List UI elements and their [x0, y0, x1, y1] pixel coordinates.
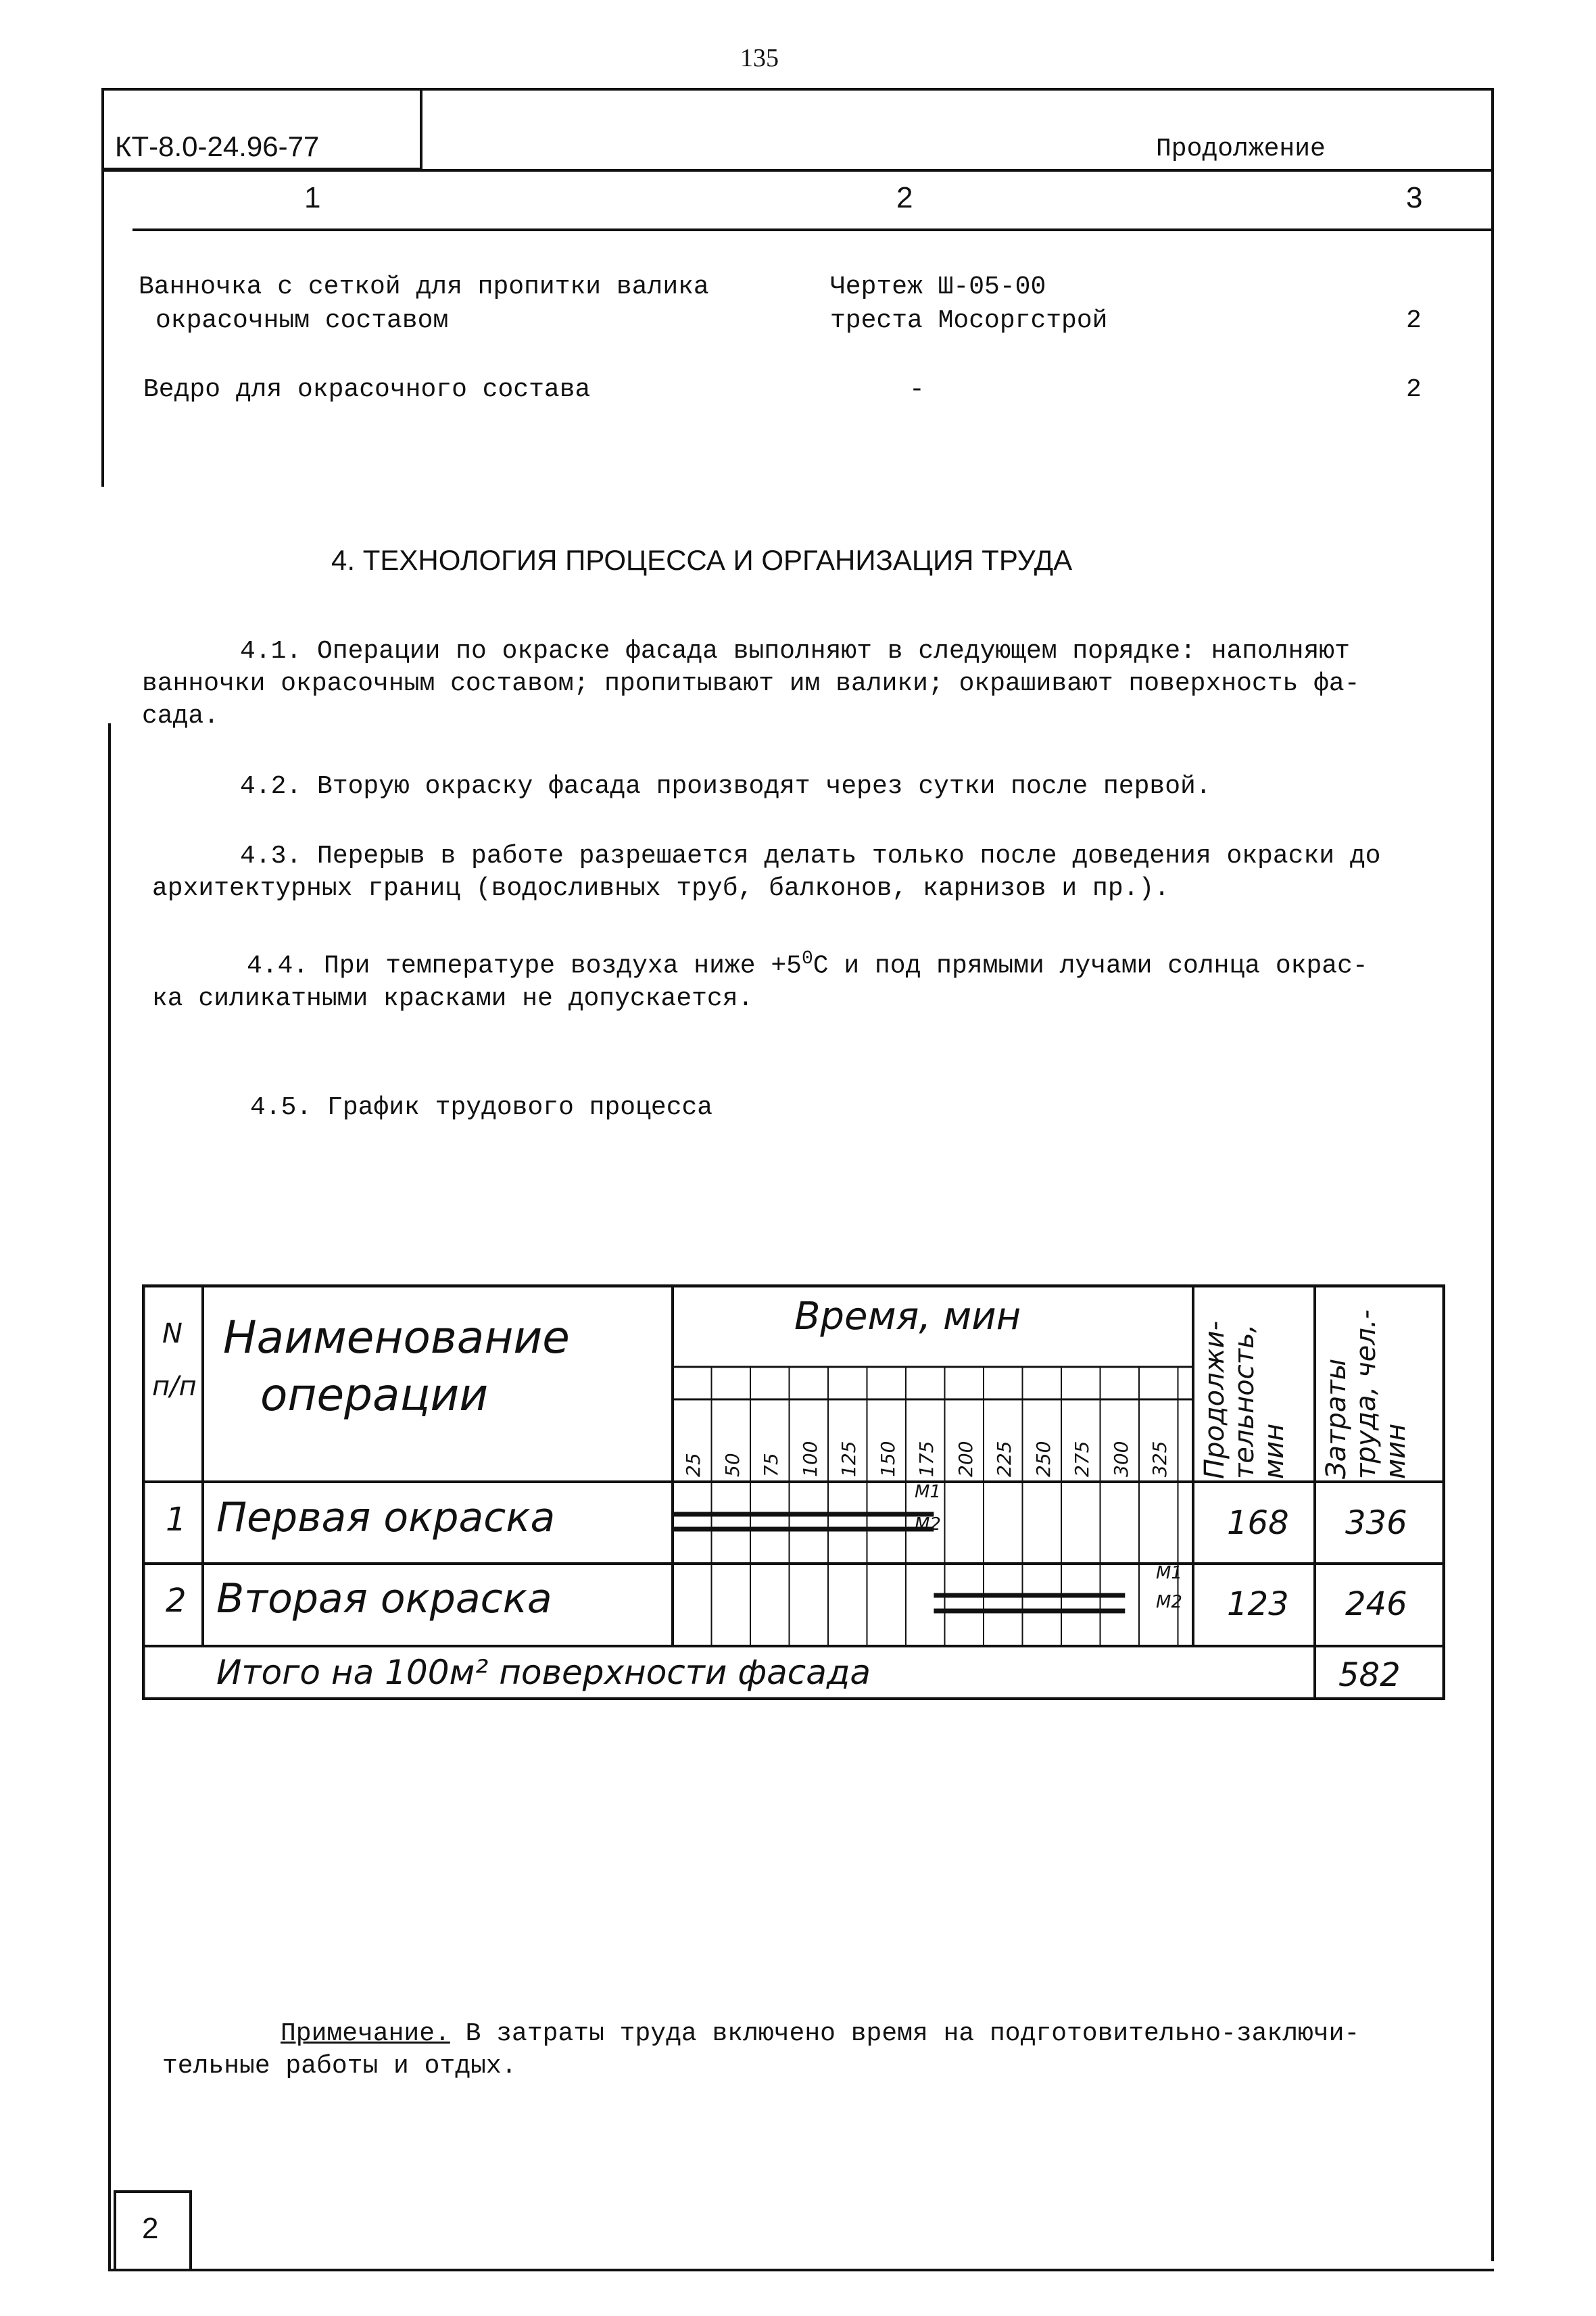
- header-operation-name: Наименование: [223, 1311, 570, 1364]
- section-heading: 4. ТЕХНОЛОГИЯ ПРОЦЕССА И ОРГАНИЗАЦИЯ ТРУДА: [331, 544, 1073, 576]
- header-time: Время, мин: [794, 1295, 1021, 1338]
- tick-label: 175: [915, 1441, 938, 1477]
- paragraph-line: сада.: [142, 702, 220, 731]
- paragraph-line: 4.3. Перерыв в работе разрешается делать только после доведения окраски до: [240, 842, 1381, 871]
- row-operation-name: Первая окраска: [216, 1494, 556, 1541]
- paragraph-line: 4.1. Операции по окраске фасада выполняют в следующем порядке: наполняют: [240, 637, 1350, 666]
- worker-label: М2: [915, 1514, 941, 1535]
- row-duration: 168: [1227, 1504, 1289, 1542]
- paragraph-line: ка силикатными красками не допускается.: [152, 984, 754, 1013]
- row-duration: 123: [1227, 1585, 1289, 1623]
- labor-schedule-table: [142, 1284, 1445, 1700]
- paragraph-4-1: [142, 635, 1360, 733]
- equipment-ref-line1: -: [909, 375, 925, 404]
- page-number: 135: [740, 44, 779, 72]
- header-num-2: п/п: [152, 1371, 197, 1402]
- worker-label: М1: [1156, 1563, 1182, 1583]
- columns-divider: [132, 228, 1494, 231]
- frame-left-line-lower: [108, 723, 111, 2271]
- tick-label: 50: [721, 1453, 744, 1477]
- paragraph-4-5: 4.5. График трудового процесса: [250, 1093, 713, 1122]
- note: [162, 2018, 1359, 2083]
- paragraph-line: ванночки окрасочным составом; пропитывают им валики; окрашивают поверхность фа-: [142, 669, 1360, 698]
- row-operation-name: Вторая окраска: [216, 1575, 552, 1622]
- paragraph-4-2: 4.2. Вторую окраску фасада производят через сутки после первой.: [240, 772, 1211, 801]
- total-value: 582: [1338, 1656, 1401, 1694]
- worker-label: М1: [915, 1482, 941, 1502]
- tick-label: 125: [838, 1441, 860, 1477]
- row-labor: 246: [1345, 1585, 1407, 1623]
- tick-label: 300: [1109, 1441, 1132, 1477]
- header-duration: Продолжи-тельность, мин: [1199, 1320, 1290, 1479]
- sheet-number: 2: [142, 2212, 159, 2245]
- frame-right-line: [1491, 88, 1494, 2261]
- note-text: тельные работы и отдых.: [162, 2052, 517, 2081]
- paragraph-line: 4.4. При температуре воздуха ниже +5: [247, 951, 802, 981]
- header-divider: [101, 169, 1494, 172]
- equipment-qty: 2: [1406, 375, 1422, 404]
- tick-label: 275: [1071, 1441, 1093, 1477]
- column-number-2: 2: [896, 181, 913, 214]
- row-num: 2: [166, 1582, 187, 1620]
- equipment-name-line2: окрасочным составом: [155, 306, 449, 335]
- tick-label: 325: [1148, 1441, 1171, 1477]
- tick-label: 25: [682, 1453, 704, 1477]
- tick-label: 225: [993, 1441, 1015, 1477]
- note-text: В затраты труда включено время на подготовительно-заключи-: [450, 2019, 1360, 2048]
- paragraph-line: С и под прямыми лучами солнца окрас-: [813, 951, 1368, 981]
- continuation-label: Продолжение: [1156, 135, 1326, 164]
- equipment-ref-line1: Чертеж Ш-05-00: [830, 272, 1046, 301]
- equipment-name-line1: Ведро для окрасочного состава: [143, 375, 591, 404]
- note-label: Примечание.: [281, 2019, 450, 2048]
- equipment-name-line1: Ванночка с сеткой для пропитки валика: [139, 272, 709, 301]
- paragraph-line: архитектурных границ (водосливных труб, балконов, карнизов и пр.).: [152, 874, 1170, 903]
- tick-label: 250: [1032, 1441, 1055, 1477]
- header-labor: Затраты труда, чел.-мин: [1321, 1309, 1411, 1479]
- header-num-1: N: [162, 1318, 183, 1349]
- paragraph-4-3: [152, 840, 1380, 905]
- equipment-ref-line2: треста Мосоргстрой: [830, 306, 1108, 335]
- column-number-3: 3: [1406, 181, 1423, 214]
- doc-code: КТ-8.0-24.96-77: [115, 130, 320, 162]
- degree-superscript: 0: [801, 948, 813, 969]
- tick-label: 200: [954, 1441, 977, 1477]
- row-num: 1: [166, 1501, 187, 1539]
- total-label: Итого на 100м² поверхности фасада: [216, 1653, 871, 1692]
- row-labor: 336: [1345, 1504, 1407, 1542]
- frame-bottom-line: [111, 2269, 1494, 2271]
- tick-label: 75: [760, 1453, 782, 1477]
- paragraph-4-4: [152, 943, 1368, 1015]
- tick-label: 150: [876, 1441, 899, 1477]
- worker-label: М2: [1156, 1592, 1182, 1612]
- equipment-qty: 2: [1406, 306, 1422, 335]
- column-number-1: 1: [304, 181, 321, 214]
- tick-label: 100: [798, 1441, 821, 1477]
- header-operation-name-2: операции: [260, 1369, 489, 1421]
